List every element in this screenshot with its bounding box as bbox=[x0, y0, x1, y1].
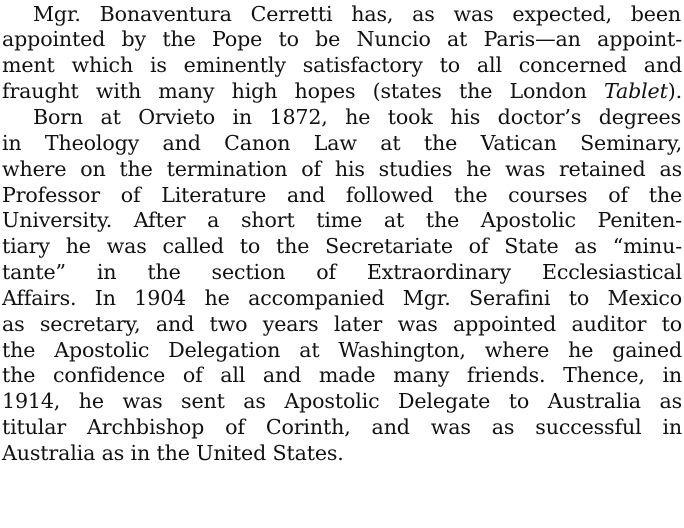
text-segment: Born at Orvieto in 1872, he took his doctor’s degrees bbox=[33, 105, 681, 129]
text-segment: where on the termination of his studies he was retained as bbox=[2, 157, 682, 181]
text-segment: ). bbox=[667, 79, 682, 103]
text-segment: tante” in the section of Extraordinary Ecclesiastical bbox=[2, 260, 682, 284]
text-segment: Affairs. In 1904 he accompanied Mgr. Serafini to Mexico bbox=[2, 286, 682, 310]
paragraph-2-line-7 bbox=[2, 259, 682, 285]
text-segment: tiary he was called to the Secretariate of State as “minu- bbox=[2, 234, 682, 258]
paragraph-2-line-9 bbox=[2, 311, 682, 337]
paragraph-2-line-8 bbox=[2, 285, 682, 311]
text-segment: fraught with many high hopes (states the London bbox=[2, 79, 604, 103]
text-segment: the confidence of all and made many friends. Thence, in bbox=[2, 363, 682, 387]
text-segment: Australia as in the United States. bbox=[2, 441, 344, 465]
text-segment: ment which is eminently satisfactory to all concerned and bbox=[2, 53, 682, 77]
paragraph-2-line-13 bbox=[2, 414, 682, 440]
paragraph-2-line-12 bbox=[2, 388, 682, 414]
paragraph-2-line-2 bbox=[2, 130, 682, 156]
paragraph-2-line-4 bbox=[2, 182, 682, 208]
paragraph-2-line-5 bbox=[2, 207, 682, 233]
text-segment: appointed by the Pope to be Nuncio at Paris—an appoint- bbox=[2, 27, 682, 51]
text-segment: titular Archbishop of Corinth, and was as successful in bbox=[2, 415, 682, 439]
italic-title: Tablet bbox=[603, 79, 668, 103]
paragraph-1-line-1 bbox=[33, 1, 681, 27]
text-segment: in Theology and Canon Law at the Vatican Seminary, bbox=[2, 131, 682, 155]
paragraph-2-line-11 bbox=[2, 362, 682, 388]
paragraph-2-line-3 bbox=[2, 156, 682, 182]
text-segment: as secretary, and two years later was appointed auditor to bbox=[2, 312, 682, 336]
paragraph-2-line-1 bbox=[33, 104, 681, 130]
text-segment: the Apostolic Delegation at Washington, where he gained bbox=[2, 338, 682, 362]
text-segment: University. After a short time at the Apostolic Peniten- bbox=[2, 208, 682, 232]
paragraph-1-line-2 bbox=[2, 26, 682, 52]
paragraph-1-line-3 bbox=[2, 52, 682, 78]
paragraph-2-line-14 bbox=[2, 440, 682, 466]
text-segment: 1914, he was sent as Apostolic Delegate to Australia as bbox=[2, 389, 682, 413]
paragraph-1-line-4 bbox=[2, 78, 682, 104]
paragraph-2-line-6 bbox=[2, 233, 682, 259]
paragraph-2-line-10 bbox=[2, 337, 682, 363]
text-segment: Mgr. Bonaventura Cerretti has, as was expected, been bbox=[33, 2, 681, 26]
text-segment: Professor of Literature and followed the courses of the bbox=[2, 183, 682, 207]
